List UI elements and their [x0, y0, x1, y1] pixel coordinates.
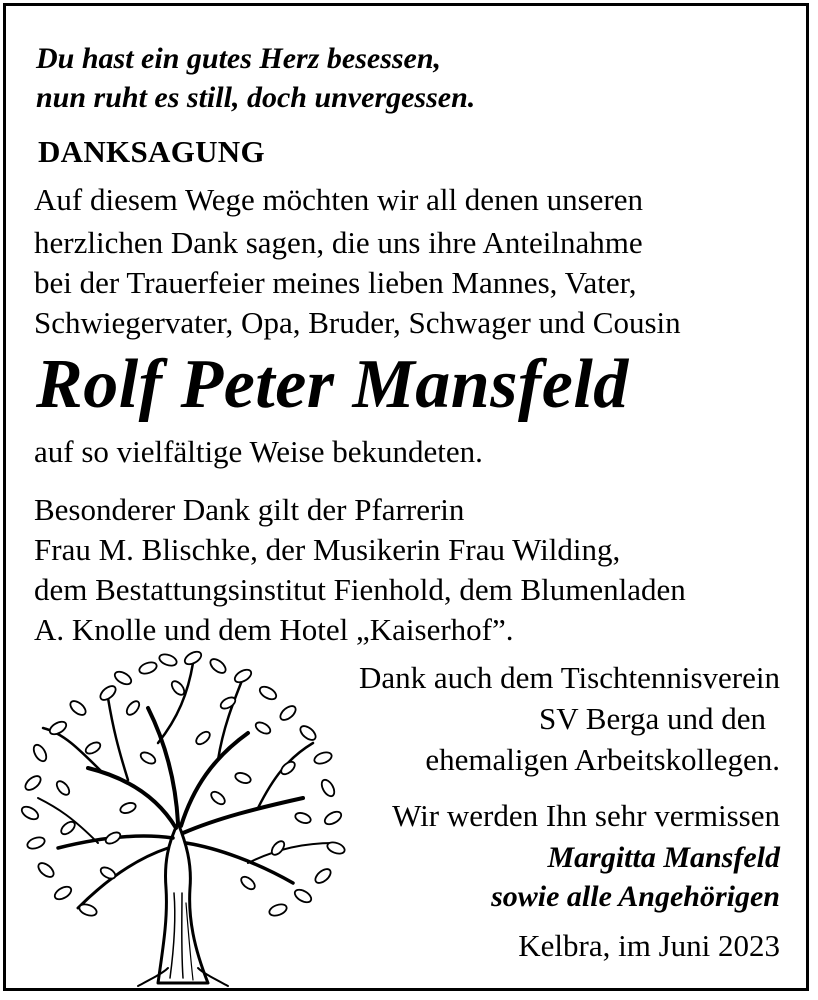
signatory-name: Margitta Mansfeld [547, 841, 780, 874]
motto-line-2: nun ruht es still, doch unvergessen. [36, 81, 476, 114]
intro-line-4: Schwiegervater, Opa, Bruder, Schwager und Cousin [34, 305, 681, 340]
tree-icon [18, 648, 348, 988]
special-thanks-line-2: Frau M. Blischke, der Musikerin Frau Wilding, [34, 532, 621, 567]
further-thanks-line-2: SV Berga und den [538, 701, 766, 736]
intro-line-1: Auf diesem Wege möchten wir all denen unseren [34, 182, 643, 217]
special-thanks-line-3: dem Bestattungsinstitut Fienhold, dem Blumenladen [34, 572, 686, 607]
intro-line-2: herzlichen Dank sagen, die uns ihre Anteilnahme [34, 225, 643, 260]
after-name-line: auf so vielfältige Weise bekundeten. [34, 434, 483, 469]
intro-line-3: bei der Trauerfeier meines lieben Mannes, Vater, [34, 265, 637, 300]
signatory-family: sowie alle Angehörigen [491, 880, 780, 913]
notice-heading: DANKSAGUNG [38, 134, 265, 169]
special-thanks-line-4: A. Knolle und dem Hotel „Kaiserhof”. [34, 612, 514, 647]
place-date: Kelbra, im Juni 2023 [518, 928, 780, 963]
closing-line: Wir werden Ihn sehr vermissen [392, 798, 780, 833]
motto-line-1: Du hast ein gutes Herz besessen, [36, 42, 442, 75]
special-thanks-line-1: Besonderer Dank gilt der Pfarrerin [34, 492, 465, 527]
deceased-name: Rolf Peter Mansfeld [36, 346, 629, 423]
further-thanks-line-1: Dank auch dem Tischtennisverein [358, 660, 780, 695]
further-thanks-line-3: ehemaligen Arbeitskollegen. [425, 742, 780, 777]
